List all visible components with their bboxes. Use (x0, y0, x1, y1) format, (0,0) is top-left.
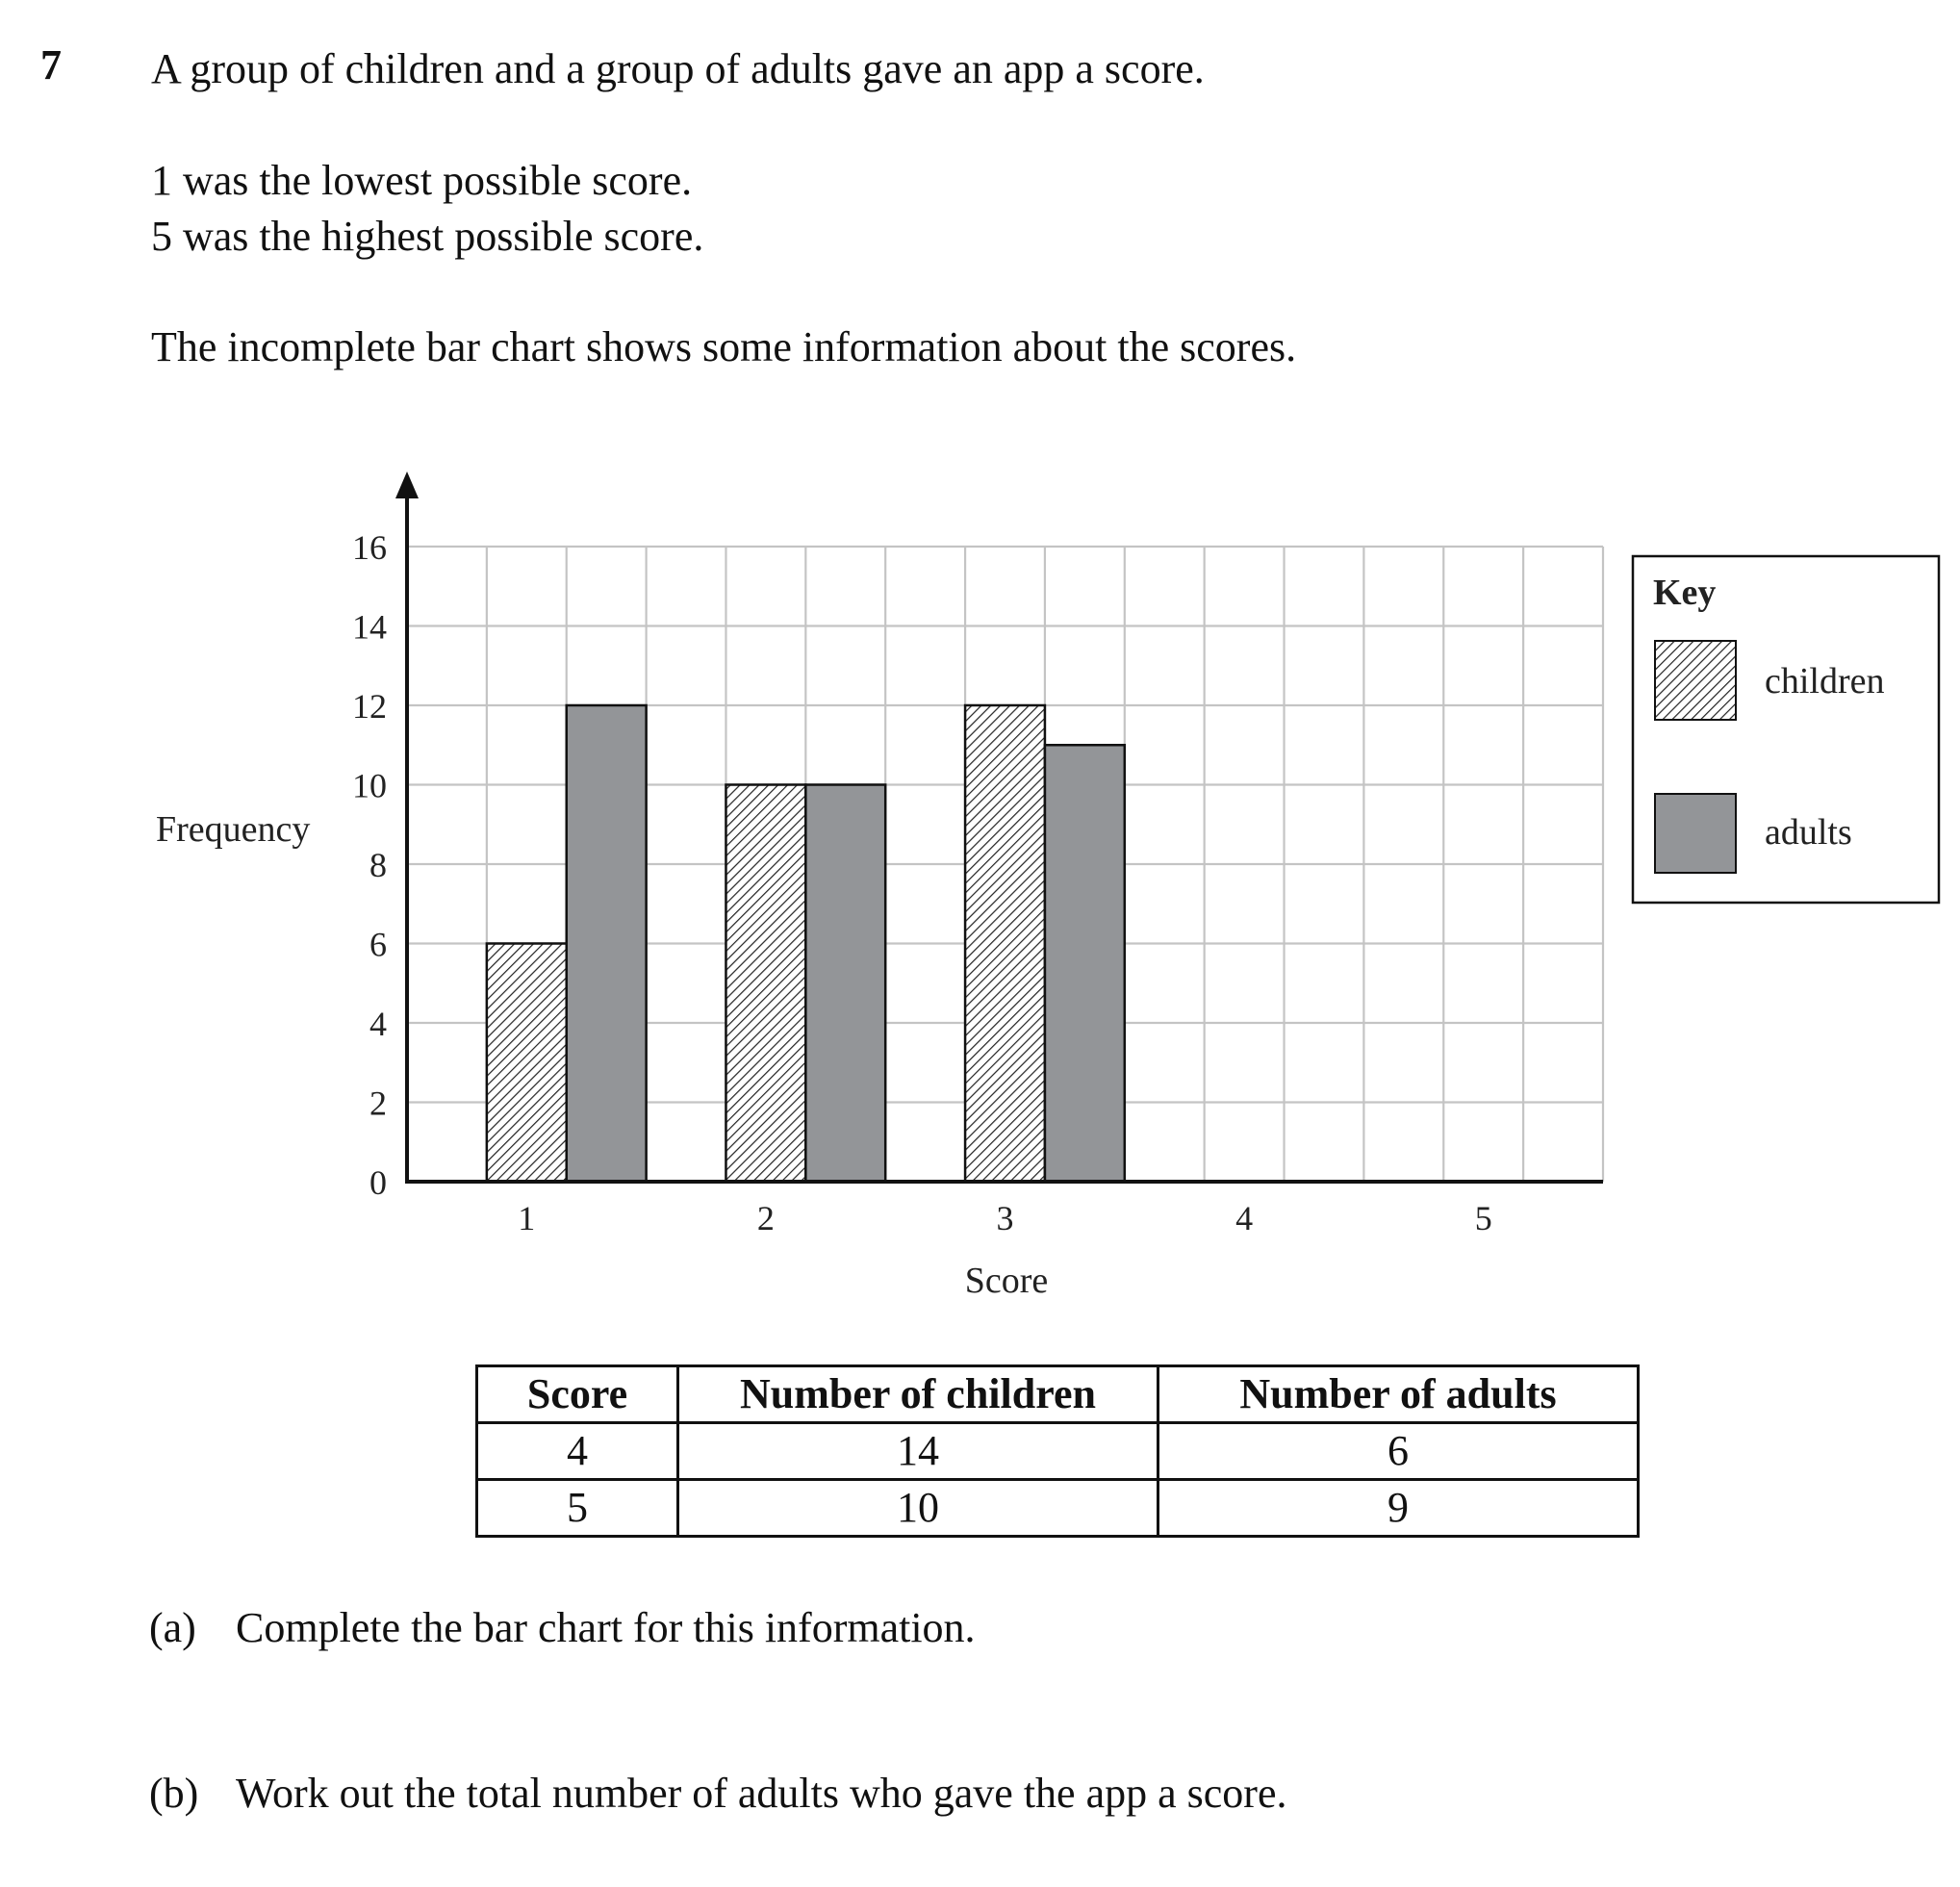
legend-title: Key (1653, 573, 1717, 613)
lowest-score-text: 1 was the lowest possible score. (151, 157, 693, 204)
table-cell: 4 (477, 1423, 678, 1480)
y-tick-label: 0 (369, 1163, 387, 1202)
y-tick-label: 6 (369, 925, 387, 964)
question-number: 7 (40, 41, 62, 89)
header-children: Number of children (678, 1366, 1158, 1423)
x-tick-label: 2 (756, 1199, 775, 1237)
table-cell: 5 (477, 1480, 678, 1537)
x-tick-label: 3 (996, 1199, 1014, 1237)
y-tick-label: 16 (352, 528, 387, 567)
part-b-text: Work out the total number of adults who gave the app a score. (236, 1770, 1287, 1817)
table-cell: 14 (678, 1423, 1158, 1480)
bar-adults-score-1 (567, 705, 647, 1182)
bar-children-score-3 (965, 705, 1045, 1182)
table-cell: 6 (1158, 1423, 1639, 1480)
table-header-row (477, 1366, 1639, 1423)
y-tick-labels (352, 528, 387, 1202)
bar-adults-score-2 (805, 785, 885, 1183)
part-b-label: (b) (149, 1770, 199, 1817)
chart-legend (1633, 556, 1939, 903)
legend-label-adults: adults (1765, 812, 1852, 853)
scores-table (475, 1364, 1640, 1538)
y-tick-label: 4 (369, 1005, 387, 1043)
y-tick-label: 12 (352, 687, 387, 726)
header-score: Score (477, 1366, 678, 1423)
x-tick-label: 5 (1474, 1199, 1492, 1237)
y-tick-label: 2 (369, 1084, 387, 1123)
legend-swatch-adults (1655, 794, 1736, 873)
bar-children-score-1 (487, 944, 567, 1183)
y-axis-label: Frequency (156, 809, 311, 850)
y-tick-label: 8 (369, 846, 387, 884)
table-cell: 9 (1158, 1480, 1639, 1537)
bar-adults-score-3 (1045, 745, 1125, 1182)
y-tick-label: 10 (352, 766, 387, 805)
x-axis-label: Score (964, 1261, 1049, 1301)
header-adults: Number of adults (1158, 1366, 1639, 1423)
x-tick-label: 4 (1235, 1199, 1254, 1237)
part-b (149, 1772, 1286, 1815)
question-intro: A group of children and a group of adults gave an app a score. (151, 45, 1205, 92)
legend-label-children: children (1765, 661, 1885, 701)
y-axis-arrow (395, 472, 419, 498)
x-tick-label: 1 (518, 1199, 536, 1237)
bar-children-score-2 (725, 785, 805, 1183)
legend-swatch-children (1655, 641, 1736, 720)
x-tick-labels (518, 1199, 1491, 1237)
chart-description: The incomplete bar chart shows some information about the scores. (151, 323, 1297, 370)
highest-score-text: 5 was the highest possible score. (151, 213, 704, 260)
y-tick-label: 14 (352, 607, 387, 647)
part-a-label: (a) (149, 1604, 196, 1651)
table-row (477, 1480, 1639, 1537)
part-a-text: Complete the bar chart for this information. (236, 1604, 976, 1651)
part-a (149, 1604, 976, 1651)
table-cell: 10 (678, 1480, 1158, 1537)
table-row (477, 1423, 1639, 1480)
